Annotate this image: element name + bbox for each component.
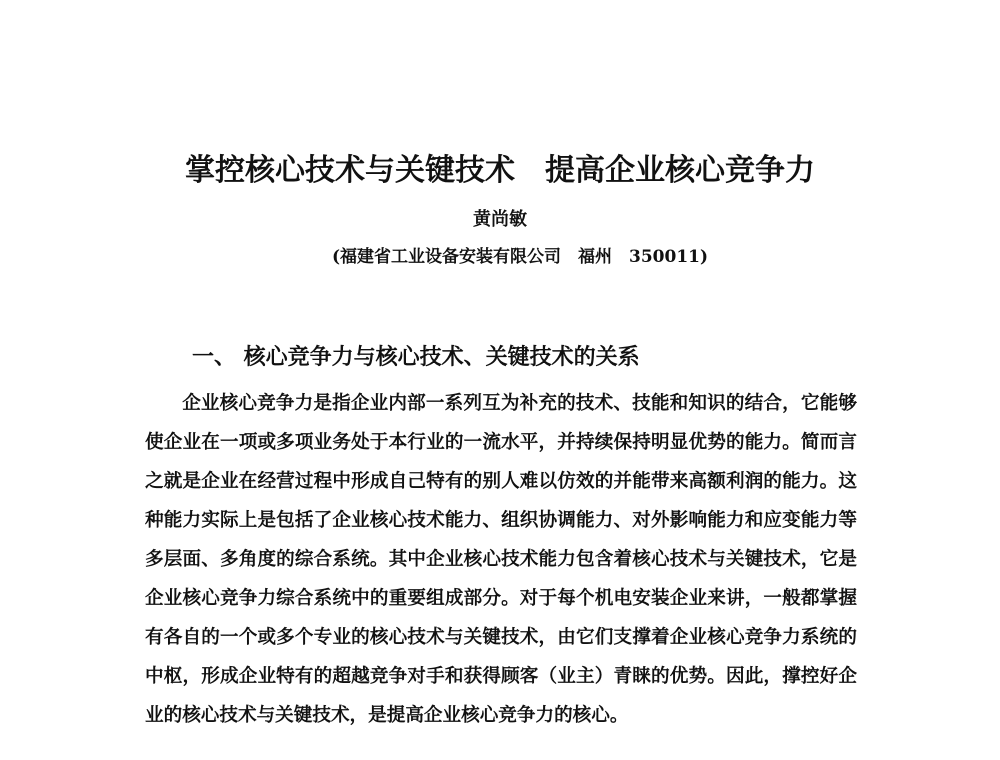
section-heading: 一、 核心竞争力与核心技术、关键技术的关系 — [192, 345, 640, 370]
document-title: 掌控核心技术与关键技术 提高企业核心竞争力 — [185, 153, 815, 188]
body-paragraph: 企业核心竞争力是指企业内部一系列互为补充的技术、技能和知识的结合，它能够使企业在一项或多项业务处于本行业的一流水平，并持续保持明显优势的能力。简而言之就是企业在经营过程中形成自己特有的别人难以仿效的并能带来高额利润的能力。这种能力实际上是包括了企业核心技术能力、组织协调能力、对外影响能力和应变能力等多层面、多角度的综合系统。其中企业核心技术能力包含着核心技术与关键技术，它是企业核心竞争力综合系统中的重要组成部分。对于每个机电安装企业来讲，一般都掌握有各自的一个或多个专业的核心技术与关键技术，由它们支撑着企业核心竞争力系统的中枢，形成企业特有的超越竞争对手和获得顾客（业主）青睐的优势。因此，撑控好企业的核心技术与关键技术，是提高企业核心竞争力的核心。 — [145, 393, 857, 726]
author-affiliation: (福建省工业设备安装有限公司 福州 350011) — [331, 247, 709, 267]
author-name: 黄尚敏 — [473, 209, 527, 230]
